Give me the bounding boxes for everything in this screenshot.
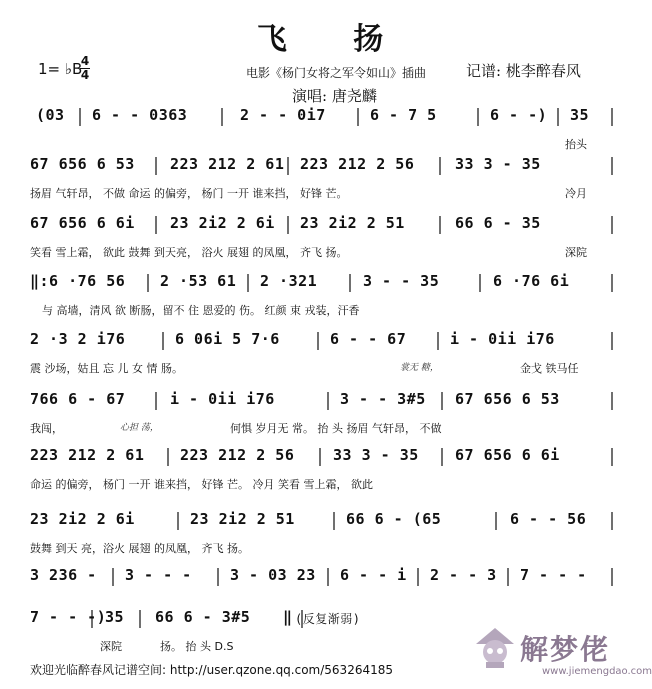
measure-notes: 2 ·53 61 — [160, 272, 237, 290]
measure-notes: 67 656 6 53 — [455, 390, 560, 408]
measure-notes: 6 - 7 5 — [370, 106, 437, 124]
watermark-logo — [470, 620, 652, 689]
lyric-text: 扬。 抬 头 D.S — [160, 640, 234, 653]
measure-notes: 3 - - - — [125, 566, 192, 584]
lyric-text: 扬眉 气轩昂， 不做 命运 的偏旁， 杨门 一开 谁来挡， 好锋 芒。 — [30, 187, 348, 200]
song-title: 飞 扬 — [256, 22, 412, 57]
watermark-url: www.jiemengdao.com — [542, 666, 652, 677]
measure-notes: 33 3 - 35 — [455, 155, 541, 173]
measure-notes: 3 - 03 23 — [230, 566, 316, 584]
lyric-text: 我闯， — [30, 422, 63, 435]
measure-notes: 67 656 6 53 — [30, 155, 135, 173]
bar-lines — [30, 510, 612, 562]
lyric-text: 冷月 — [565, 187, 587, 200]
lyric-text: 金戈 铁马任 — [520, 362, 579, 375]
measure-notes: 23 2i2 2 51 — [190, 510, 295, 528]
score-line — [30, 155, 612, 207]
measure-notes: 6 - - i — [340, 566, 407, 584]
measure-notes: ‖:6 ·76 56 — [30, 272, 126, 290]
measure-notes: i - 0ii i76 — [170, 390, 275, 408]
mascot-icon — [472, 622, 518, 672]
key-signature: 1= ♭B — [38, 60, 83, 78]
measure-notes: i - 0ii i76 — [450, 330, 555, 348]
measure-notes: 223 212 2 56 — [300, 155, 415, 173]
lyric-text: 鼓舞 到天 亮，浴火 展翅 的凤凰， 齐飞 扬。 — [30, 542, 249, 555]
watermark-name: 解梦佬 — [520, 633, 611, 666]
measure-notes: 223 212 2 61 — [30, 446, 145, 464]
measure-notes: 3 - - 35 — [363, 272, 440, 290]
repeat-note: (反复渐弱) — [295, 612, 361, 626]
bar-lines — [30, 272, 612, 324]
lyric-text: 笑看 雪上霜， 欲此 鼓舞 到天亮， 浴火 展翅 的凤凰， 齐飞 扬。 — [30, 246, 348, 259]
time-sig-bottom: 4 — [80, 68, 90, 82]
score-line — [30, 272, 612, 324]
measure-notes: 23 2i2 2 6i — [170, 214, 275, 232]
score-line — [30, 390, 612, 442]
bar-lines — [30, 446, 612, 498]
lyric-text: 与 高墙，清风 欲 断肠，留不 住 恩爱的 伤。 红颜 束 戎装，汗香 — [42, 304, 360, 317]
score-line — [30, 446, 612, 498]
measure-notes: 66 6 - 35 — [455, 214, 541, 232]
measure-notes: 35 — [105, 608, 125, 626]
bar-lines — [30, 214, 612, 266]
footer-link[interactable]: 欢迎光临醉春风记谱空间: http://user.qzone.qq.com/563264185 — [30, 663, 394, 677]
measure-notes: 3 236 - — [30, 566, 97, 584]
measure-notes: ‖ — [283, 608, 293, 626]
measure-notes: 23 2i2 2 6i — [30, 510, 135, 528]
score-line — [30, 214, 612, 266]
bar-lines — [30, 330, 612, 382]
measure-notes: 66 6 - 3#5 — [155, 608, 251, 626]
measure-notes: 6 - -) — [490, 106, 548, 124]
bar-lines — [30, 390, 612, 442]
bar-lines — [30, 155, 612, 207]
measure-notes: 2 - - 0i7 — [240, 106, 326, 124]
time-signature — [80, 56, 90, 81]
measure-notes: 6 - - 67 — [330, 330, 407, 348]
lyric-text: 震 沙场，姑且 忘 儿 女 情 肠。 — [30, 362, 183, 375]
measure-notes: 7 - - -) — [30, 608, 107, 626]
source-note: 电影《杨门女将之军令如山》插曲 — [246, 66, 427, 80]
measure-notes: 2 ·321 — [260, 272, 318, 290]
lyric-text: 深院 — [565, 246, 587, 259]
measure-notes: 2 ·3 2 i76 — [30, 330, 126, 348]
measure-notes: 3 - - 3#5 — [340, 390, 426, 408]
measure-notes: 6 - - 0363 — [92, 106, 188, 124]
measure-notes: 223 212 2 56 — [180, 446, 295, 464]
lyric-text: 深院 — [100, 640, 122, 653]
measure-notes: 2 - - 3 — [430, 566, 497, 584]
measure-notes: 66 6 - (65 — [346, 510, 442, 528]
lyric-text: 命运 的偏旁， 杨门 一开 谁来挡， 好锋 芒。 冷月 笑看 雪上霜， 欲此 — [30, 478, 373, 491]
measure-notes: 766 6 - 67 — [30, 390, 126, 408]
score-line — [30, 330, 612, 382]
measure-notes: 35 — [570, 106, 590, 124]
bar-lines — [30, 106, 612, 158]
measure-notes: 6 - - 56 — [510, 510, 587, 528]
measure-notes: 6 ·76 6i — [493, 272, 570, 290]
measure-notes: (03 — [36, 106, 65, 124]
lyric-text: 裳无 糖， — [400, 363, 439, 373]
measure-notes: 23 2i2 2 51 — [300, 214, 405, 232]
measure-notes: 33 3 - 35 — [333, 446, 419, 464]
measure-notes: 6 06i 5 7·6 — [175, 330, 280, 348]
lyric-text: 何惧 岁月无 常。 抬 头 扬眉 气轩昂， 不做 — [230, 422, 442, 435]
transcriber: 记谱: 桃李醉春风 — [466, 62, 581, 80]
measure-notes: 223 212 2 61 — [170, 155, 285, 173]
measure-notes: 67 656 6 6i — [30, 214, 135, 232]
score-line — [30, 510, 612, 562]
lyric-text: 抬头 — [565, 138, 587, 151]
measure-notes: 67 656 6 6i — [455, 446, 560, 464]
time-sig-top: 4 — [80, 54, 90, 68]
singer: 演唱: 唐尧麟 — [292, 87, 377, 105]
measure-notes: 7 - - - — [520, 566, 587, 584]
lyric-text: 心担 荡， — [120, 423, 159, 433]
score-line — [30, 106, 612, 158]
